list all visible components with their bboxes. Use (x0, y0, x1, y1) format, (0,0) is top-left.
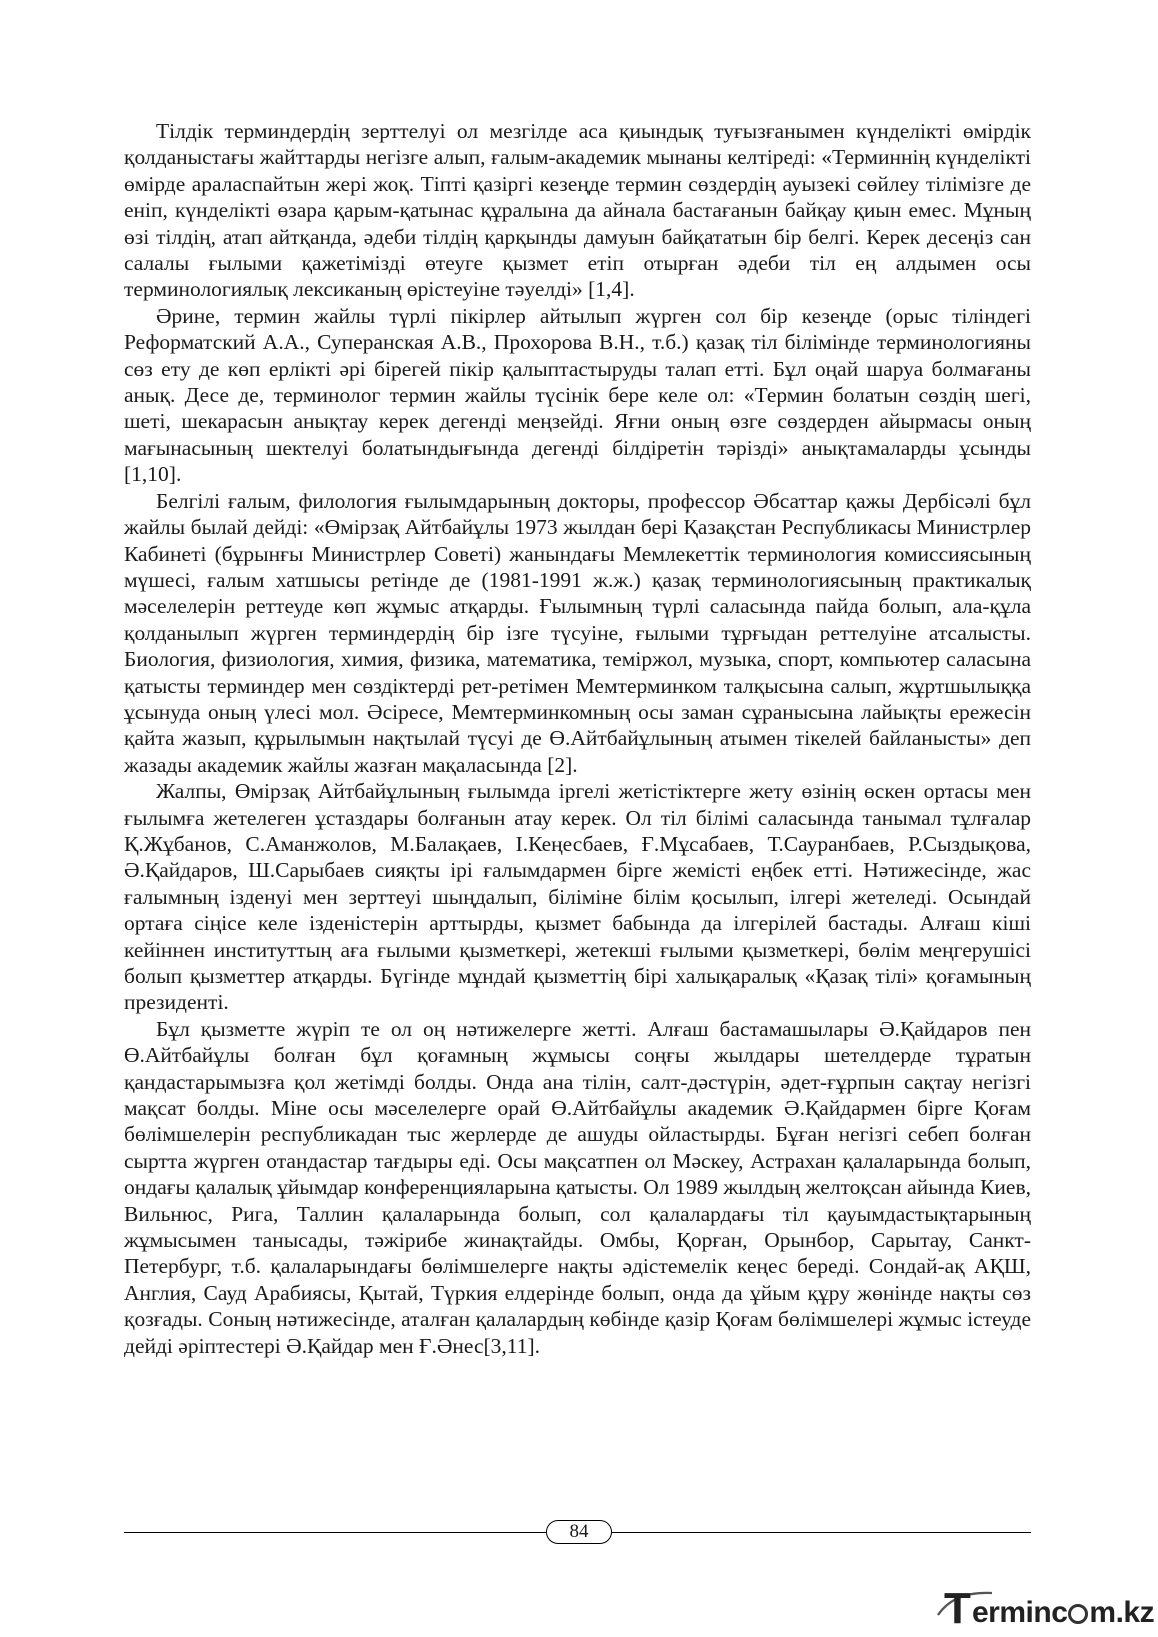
page-number: 84 (546, 1520, 612, 1544)
paragraph-5: Бұл қызметте жүріп те ол оң нәтижелерге жетті. Алғаш бастамашылары Ә.Қайдаров пен Ө.Айтбайұлы болған бұл қоғамның жұмысы соңғы жылдары шетелдерде тұратын қандастарымызға қол жетімді болды. Онда ана тілін, салт-дәстүрін, әдет-ғұрпын сақтау негізгі мақсат болды. Міне осы мәселелерге орай Ө.Айтбайұлы академик Ә.Қайдармен бірге Қоғам бөлімшелерін республикадан тыс жерлерде де ашуды ойластырды. Бұған негізгі себеп болған сыртта жүрген отандастар тағдыры еді. Осы мақсатпен ол Мәскеу, Астрахан қалаларында болып, ондағы қалалық ұйымдар конференцияларына қатысты. Ол 1989 жылдың желтоқсан айында Киев, Вильнюс, Рига, Таллин қалаларында болып, сол қалалардағы тіл қауымдастықтарының жұмысымен танысады, тәжірибе жинақтайды. Омбы, Қорған, Орынбор, Сарытау, Санкт-Петербург, т.б. қалаларындағы бөлімшелерге нақты әдістемелік кеңес береді. Сондай-ақ АҚШ, Англия, Сауд Арабиясы, Қытай, Түркия елдерінде болып, онда да ұйым құру жөнінде нақты сөз қозғады. Соның нәтижесінде, аталған қалалардың көбінде қазір Қоғам бөлімшелері жұмыс істеуде дейді әріптестері Ә.Қайдар мен Ғ.Әнес[3,11]. (124, 1016, 1031, 1358)
paragraph-3: Белгілі ғалым, филология ғылымдарының докторы, профессор Әбсаттар қажы Дербісәлі бұл жайлы былай дейді: «Өмірзақ Айтбайұлы 1973 жылдан бері Қазақстан Республикасы Министрлер Кабинеті (бұрынғы Министрлер Советі) жанындағы Мемлекеттік терминология комиссиясының мүшесі, ғалым хатшысы ретінде де (1981-1991 ж.ж.) қазақ терминологиясының практикалық мәселелерін реттеуде көп жұмыс атқарды. Ғылымның түрлі саласында пайда болып, ала-құла қолданылып жүрген терминдердің бір ізге түсуіне, ғылыми тұрғыдан реттелуіне атсалысты. Биология, физиология, химия, физика, математика, теміржол, музыка, спорт, компьютер саласына қатысты терминдер мен сөздіктерді рет-ретімен Мемтерминком талқысына салып, жұртшылыққа ұсынуда оның үлесі мол. Әсіресе, Мемтерминкомның осы заман сұранысына лайықты ережесін қайта жазып, құрылымын нақтылай түсуі де Ө.Айтбайұлының атымен тікелей байланысты» деп жазады академик жайлы жазған мақаласында [2]. (124, 488, 1031, 777)
watermark-logo (944, 1584, 1155, 1633)
footer-rule-left (124, 1532, 547, 1533)
paragraph-2: Әрине, термин жайлы түрлі пікірлер айтылып жүрген сол бір кезеңде (орыс тіліндегі Реформатский А.А., Суперанская А.В., Прохорова В.Н., т.б.) қазақ тіл білімінде терминологияны сөз ету де көп ерлікті әрі бірегей пікір қалыптастыруды талап етті. Бұл оңай шаруа болмағаны анық. Десе де, терминолог термин жайлы түсінік бере келе ол: «Термин болатын сөздің шегі, шеті, шекарасын анықтау керек дегенді меңзейді. Яғни оның өзге сөздерден айырмасы оның мағынасының шектелуі болатындығында дегенді білдіретін тәрізді» анықтамаларды ұсынды [1,10]. (124, 303, 1031, 487)
watermark-initial: T (944, 1584, 971, 1633)
paragraph-4: Жалпы, Өмірзақ Айтбайұлының ғылымда іргелі жетістіктерге жету өзінің өскен ортасы мен ғылымға жетелеген ұстаздары болғанын атау керек. Ол тіл білімі саласында танымал тұлғалар Қ.Жұбанов, С.Аманжолов, М.Балақаев, І.Кеңесбаев, Ғ.Мұсабаев, Т.Сауранбаев, Р.Сыздықова, Ә.Қайдаров, Ш.Сарыбаев сияқты ірі ғалымдармен бірге жемісті еңбек етті. Нәтижесінде, жас ғалымның ізденуі мен зерттеуі шыңдалып, біліміне білім қосылып, ілгері жетеледі. Осындай ортаға сіңісе келе ізденістерін арттырды, қызмет бабында да ілгерілей бастады. Алғаш кіші кейіннен институттың аға ғылыми қызметкері, жетекші ғылыми қызметкері, бөлім меңгерушісі болып қызметтер атқарды. Бүгінде мұндай қызметтің бірі халықаралық «Қазақ тілі» қоғамының президенті. (124, 779, 1031, 1015)
article-body (124, 118, 1031, 1359)
watermark-text-part2: m.kz (1089, 1596, 1155, 1629)
watermark-text (972, 1597, 1154, 1629)
paragraph-1: Тілдік терминдердің зерттелуі ол мезгілде аса қиындық туғызғанымен күнделікті өмірдік қолданыстағы жайттарды негізге алып, ғалым-академик мынаны келтіреді: «Терминнің күнделікті өмірде араласпайтын жері жоқ. Тіпті қазіргі кезеңде термин сөздердің ауызекі сөйлеу тілімізге де еніп, күнделікті өзара қарым-қатынас құралына да айнала бастағанын байқау қиын емес. Мұның өзі тілдің, атап айтқанда, әдеби тілдің қарқынды дамуын байқататын бір белгі. Керек десеңіз сан салалы ғылыми қажетімізді өтеуге қызмет етіп отырған әдеби тіл ең алдымен осы терминологиялық лексиканың өрістеуіне тәуелді» [1,4]. (124, 119, 1031, 302)
footer-rule-right (611, 1532, 1031, 1533)
ring-icon (1068, 1604, 1088, 1624)
watermark-text-part1: erminc (972, 1596, 1068, 1629)
